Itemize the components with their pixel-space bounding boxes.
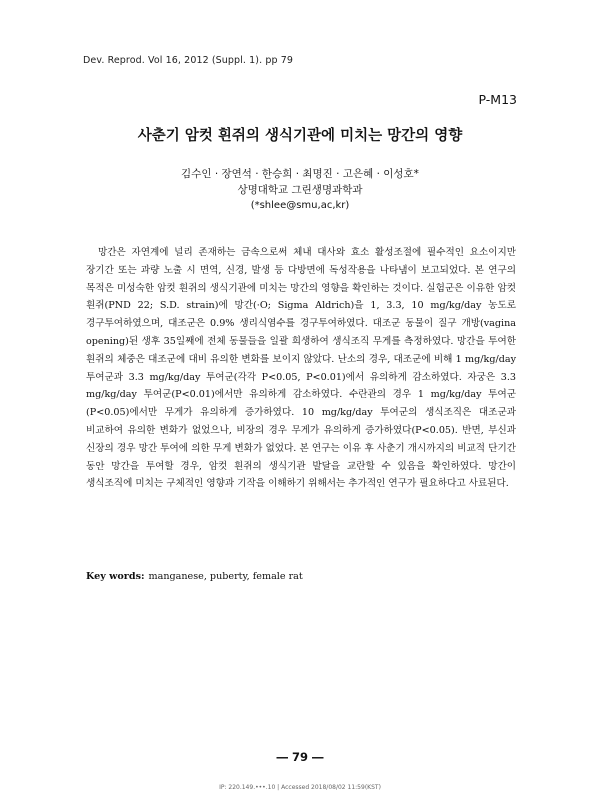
access-footer: IP: 220.149.•••.10 | Accessed 2018/08/02 11:59(KST) [219, 784, 381, 791]
page-number: ― 79 ― [276, 750, 324, 764]
contact-email: (*shlee@smu,ac,kr) [250, 200, 350, 211]
abstract-body: 망간은 자연계에 널리 존재하는 금속으로써 체내 대사와 효소 활성조절에 필수적인 요소이지만 장기간 또는 과량 노출 시 면역, 신경, 발생 등 다방면에 독성작용을 나타냄이 보고되었다. 본 연구의 목적은 미성숙한 암컷 흰쥐의 생식기관에 미치는 망간의 영향을 확인하는 것이다. 실험군은 이유한 암컷 흰쥐(PND 22; S.D. strain)에 망간(·O; Sigma Aldrich)을 1, 3.3, 10 mg/kg/day 농도로 경구투여하였으며, 대조군은 0.9% 생리식염수를 경구투여하였다. 대조군 동물이 질구 개방(vagina opening)된 생후 35일째에 전체 동물들을 일괄 희생하여 생식조직 무게를 측정하였다. 망간을 투여한 흰쥐의 체중은 대조군에 대비 유의한 변화를 보이지 않았다. 난소의 경우, 대조군에 비해 1 mg/kg/day 투여군과 3.3 mg/kg/day 투여군(각각 P<0.05, P<0.01)에서 유의하게 감소하였다. 자궁은 3.3 mg/kg/day 투여군(P<0.01)에서만 유의하게 감소하였다. 수란관의 경우 1 mg/kg/day 투여군(P<0.05)에서만 무게가 유의하게 증가하였다. 10 mg/kg/day 투여군의 생식조직은 대조군과 비교하여 유의한 변화가 없었으나, 비장의 경우 무게가 유의하게 증가하였다(P<0.05). 반면, 부신과 신장의 경우 망간 투여에 의한 무게 변화가 없었다. 본 연구는 이유 후 사춘기 개시까지의 비교적 단기간 동안 망간을 투여할 경우, 암컷 흰쥐의 생식기관 발달을 교란할 수 있음을 확인하였다. 망간이 생식조직에 미치는 구체적인 영향과 기작을 이해하기 위해서는 추가적인 연구가 필요하다고 사료된다. [86, 247, 516, 490]
journal-citation: Dev. Reprod. Vol 16, 2012 (Suppl. 1). pp 79 [83, 55, 294, 66]
keywords-text: manganese, puberty, female rat [148, 571, 303, 582]
keywords [86, 571, 303, 582]
poster-code: P-M13 [478, 92, 517, 107]
affiliation: 상명대학교 그린생명과학과 [237, 184, 363, 196]
keywords-label: Key words: [86, 571, 145, 582]
author-list: 김수인 · 장연석 · 한승희 · 최명진 · 고은혜 · 이성호* [181, 168, 419, 180]
paper-title: 사춘기 암컷 흰쥐의 생식기관에 미치는 망간의 영향 [137, 128, 463, 144]
